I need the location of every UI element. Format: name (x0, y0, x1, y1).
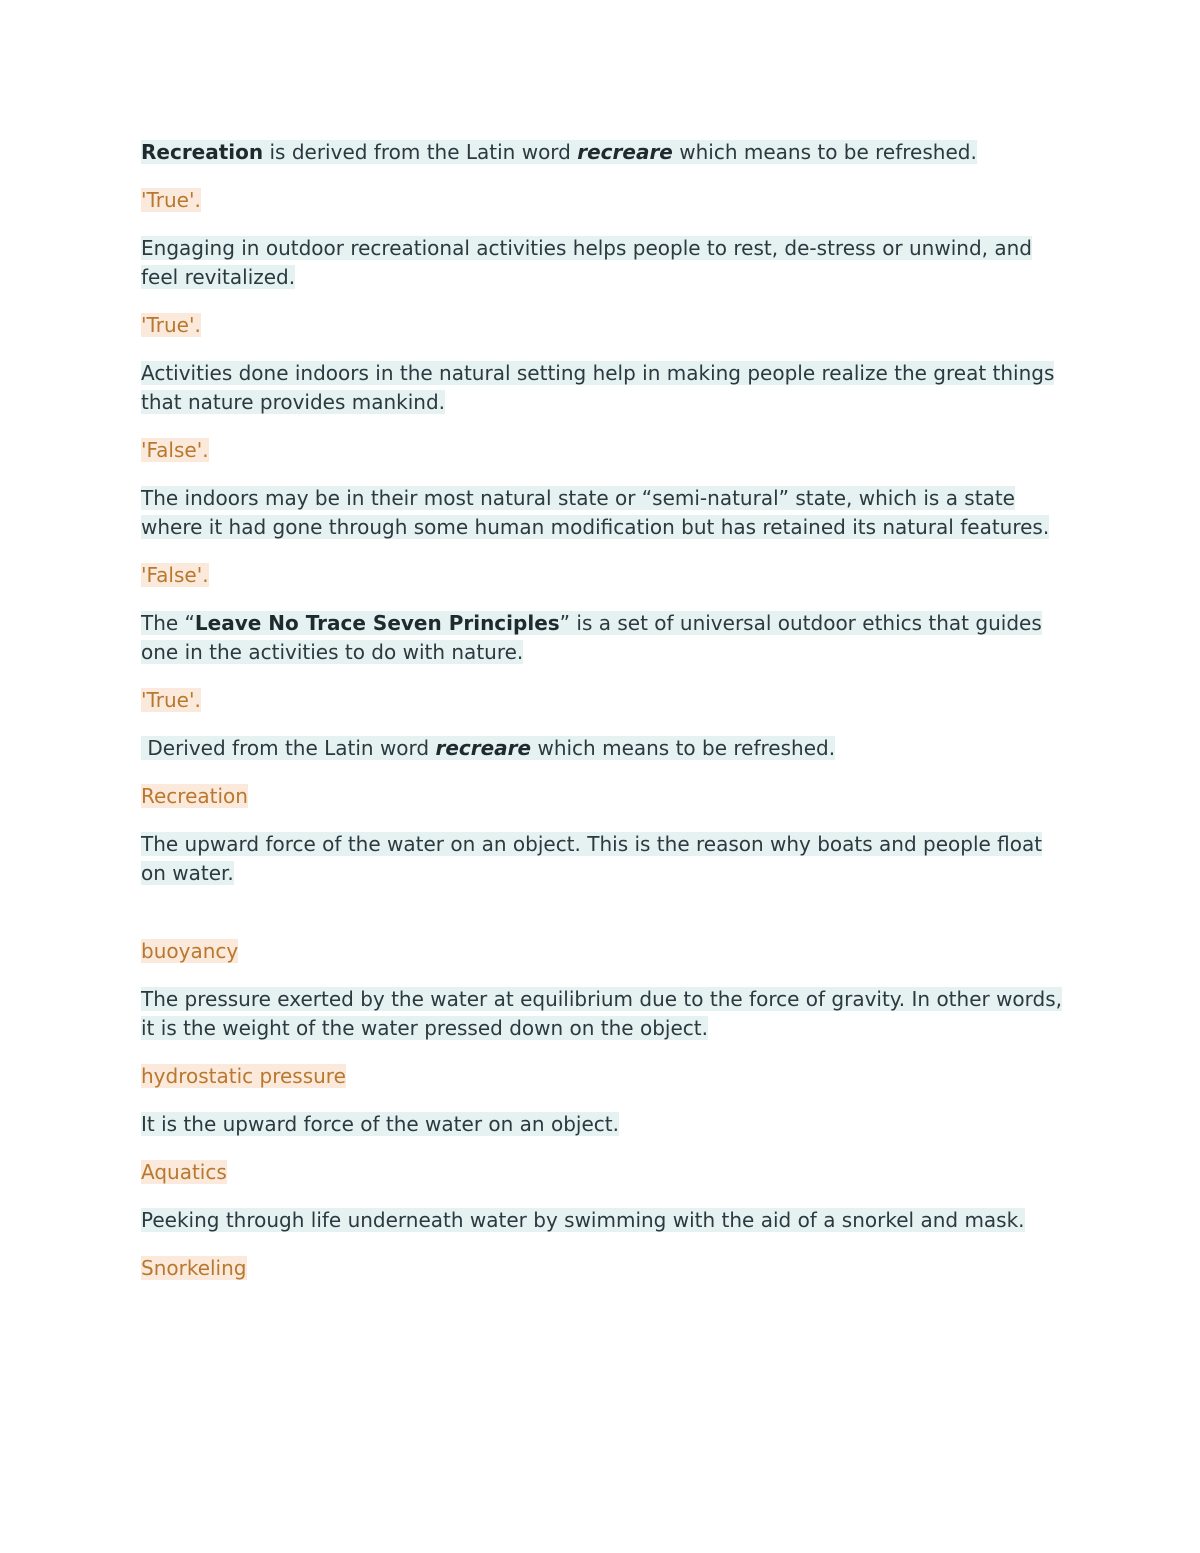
question-7: The upward force of the water on an object. This is the reason why boats and people float on water. (141, 832, 1043, 885)
answer-3: 'False'. (141, 438, 209, 462)
document-page (141, 138, 1071, 1283)
answer-8: hydrostatic pressure (141, 1064, 346, 1088)
question-1-latin-word: recreare (577, 140, 673, 164)
question-6-latin-word: recreare (435, 736, 532, 760)
question-3: Activities done indoors in the natural setting help in making people realize the great things that nature provides mankind. (141, 361, 1055, 414)
answer-4: 'False'. (141, 563, 209, 587)
question-9: It is the upward force of the water on an object. (141, 1112, 619, 1136)
question-2: Engaging in outdoor recreational activities helps people to rest, de-stress or unwind, and feel revitalized. (141, 236, 1032, 289)
answer-1: 'True'. (141, 188, 201, 212)
question-8: The pressure exerted by the water at equilibrium due to the force of gravity. In other words, it is the weight of the water pressed down on the object. (141, 987, 1063, 1040)
question-4: The indoors may be in their most natural state or “semi-natural” state, which is a state where it had gone through some human modification but has retained its natural features. (141, 486, 1050, 539)
question-6: Derived from the Latin word recreare which means to be refreshed. (141, 736, 836, 760)
answer-6: Recreation (141, 784, 248, 808)
answer-9: Aquatics (141, 1160, 227, 1184)
question-1: Recreation is derived from the Latin word recreare which means to be refreshed. (141, 140, 977, 164)
question-5-bold-term: Leave No Trace Seven Principles (194, 611, 560, 635)
answer-2: 'True'. (141, 313, 201, 337)
answer-5: 'True'. (141, 688, 201, 712)
answer-10: Snorkeling (141, 1256, 247, 1280)
question-10: Peeking through life underneath water by swimming with the aid of a snorkel and mask. (141, 1208, 1025, 1232)
question-1-bold-term: Recreation (141, 140, 264, 164)
answer-7: buoyancy (141, 939, 239, 963)
question-5: The “Leave No Trace Seven Principles” is a set of universal outdoor ethics that guides one in the activities to do with nature. (141, 611, 1042, 664)
